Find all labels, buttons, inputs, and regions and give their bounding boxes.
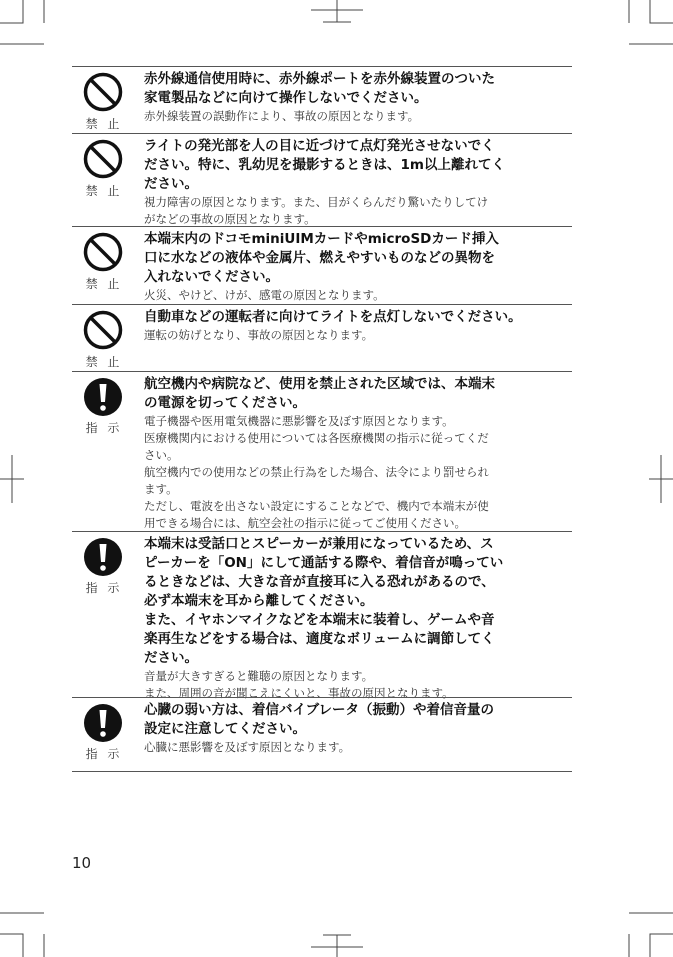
precaution-heading-line: 必ず本端末を耳から離してください。 — [144, 593, 374, 609]
precaution-heading-line: 設定に注意してください。 — [144, 721, 306, 737]
crop-mark-bottom-center — [311, 927, 363, 957]
precaution-type-label: 禁 止 — [85, 277, 123, 291]
precaution-heading-line: 赤外線通信使用時に、赤外線ポートを赤外線装置のついた — [144, 71, 495, 87]
precaution-row — [72, 371, 572, 532]
precaution-icon-column — [72, 532, 136, 698]
precaution-row — [72, 304, 572, 372]
prohibition-icon — [83, 310, 123, 350]
precaution-body-line: また、周囲の音が聞こえにくいと、事故の原因となります。 — [144, 686, 454, 700]
precaution-heading-line: の電源を切ってください。 — [144, 395, 306, 411]
precaution-type-label: 指 示 — [85, 581, 123, 595]
precaution-body-line: 電子機器や医用電気機器に悪影響を及ぼす原因となります。 — [144, 414, 454, 428]
precaution-heading-line: 家電製品などに向けて操作しないでください。 — [144, 90, 428, 106]
precaution-type-label: 禁 止 — [85, 355, 123, 369]
crop-mark-top-right — [623, 0, 673, 45]
precaution-body-line: 運転の妨げとなり、事故の原因となります。 — [144, 328, 374, 342]
precaution-icon-column — [72, 372, 136, 532]
precaution-icon-column — [72, 134, 136, 227]
precaution-type-label: 禁 止 — [85, 184, 123, 198]
precaution-text — [144, 701, 572, 756]
precaution-body-line: 航空機内での使用などの禁止行為をした場合、法令により罰せられ — [144, 465, 489, 479]
instruction-icon — [83, 537, 123, 577]
precaution-heading-line: ださい。 — [144, 176, 198, 192]
precaution-heading-line: ライトの発光部を人の目に近づけて点灯発光させないでく — [144, 138, 495, 154]
precaution-row — [72, 133, 572, 227]
precaution-body-line: 火災、やけど、けが、感電の原因となります。 — [144, 288, 385, 302]
precaution-heading-line: るときなどは、大きな音が直接耳に入る恐れがあるので、 — [144, 574, 495, 590]
crop-mark-top-left — [0, 0, 50, 45]
prohibition-icon — [83, 232, 123, 272]
precaution-heading-line: 航空機内や病院など、使用を禁止された区域では、本端末 — [144, 376, 495, 392]
precaution-row — [72, 697, 572, 772]
precaution-text — [144, 137, 572, 228]
precaution-body-line: 心臓に悪影響を及ぼす原因となります。 — [144, 740, 351, 754]
precaution-text — [144, 70, 572, 125]
precaution-body-line: ただし、電波を出さない設定にすることなどで、機内で本端末が使 — [144, 499, 489, 513]
precaution-body-line: 音量が大きすぎると難聴の原因となります。 — [144, 669, 374, 683]
precaution-type-label: 指 示 — [85, 747, 123, 761]
precaution-type-label: 指 示 — [85, 421, 123, 435]
precaution-body-line: さい。 — [144, 448, 179, 462]
precaution-heading-line: 口に水などの液体や金属片、燃えやすいものなどの異物を — [144, 250, 495, 266]
precaution-icon-column — [72, 698, 136, 771]
precaution-row — [72, 226, 572, 305]
precaution-type-label: 禁 止 — [85, 117, 123, 131]
precaution-heading-line: 入れないでください。 — [144, 269, 279, 285]
precaution-heading-line: ださい。 — [144, 650, 198, 666]
precaution-heading-line: 本端末は受話口とスピーカーが兼用になっているため、ス — [144, 536, 494, 552]
precaution-row — [72, 66, 572, 134]
precaution-heading-line: 自動車などの運転者に向けてライトを点灯しないでください。 — [144, 309, 522, 325]
precaution-body-line: 医療機関内における使用については各医療機関の指示に従ってくだ — [144, 431, 489, 445]
precaution-body-line: 視力障害の原因となります。また、目がくらんだり驚いたりしてけ — [144, 195, 489, 209]
page-number: 10 — [72, 854, 92, 872]
precaution-heading-line: ピーカーを「ON」にして通話する際や、着信音が鳴ってい — [144, 555, 504, 571]
precaution-body-line: 赤外線装置の誤動作により、事故の原因となります。 — [144, 109, 420, 123]
crop-mark-bottom-left — [0, 912, 50, 957]
prohibition-icon — [83, 72, 123, 112]
precaution-heading-line: 心臓の弱い方は、着信バイブレータ（振動）や着信音量の — [144, 702, 495, 718]
precaution-text — [144, 535, 572, 702]
precaution-text — [144, 375, 572, 532]
precaution-heading-line: 本端末内のドコモminiUIMカードやmicroSDカード挿入 — [144, 231, 499, 247]
precaution-heading-line: また、イヤホンマイクなどを本端末に装着し、ゲームや音 — [144, 612, 495, 628]
prohibition-icon — [83, 139, 123, 179]
instruction-icon — [83, 703, 123, 743]
crop-mark-right-center — [643, 455, 673, 505]
precaution-heading-line: 楽再生などをする場合は、適度なボリュームに調節してく — [144, 631, 495, 647]
precaution-body-line: 用できる場合には、航空会社の指示に従ってご使用ください。 — [144, 516, 466, 530]
precaution-heading-line: ださい。特に、乳幼児を撮影するときは、1m以上離れてく — [144, 157, 505, 173]
crop-mark-bottom-right — [623, 912, 673, 957]
precaution-text — [144, 230, 572, 304]
precaution-body-line: がなどの事故の原因となります。 — [144, 212, 316, 226]
crop-mark-left-center — [0, 455, 30, 505]
precaution-icon-column — [72, 67, 136, 134]
precaution-row — [72, 531, 572, 698]
instruction-icon — [83, 377, 123, 417]
precaution-text — [144, 308, 572, 344]
crop-mark-top-center — [311, 0, 363, 30]
precaution-icon-column — [72, 227, 136, 305]
precaution-icon-column — [72, 305, 136, 372]
precaution-body-line: ます。 — [144, 482, 178, 496]
